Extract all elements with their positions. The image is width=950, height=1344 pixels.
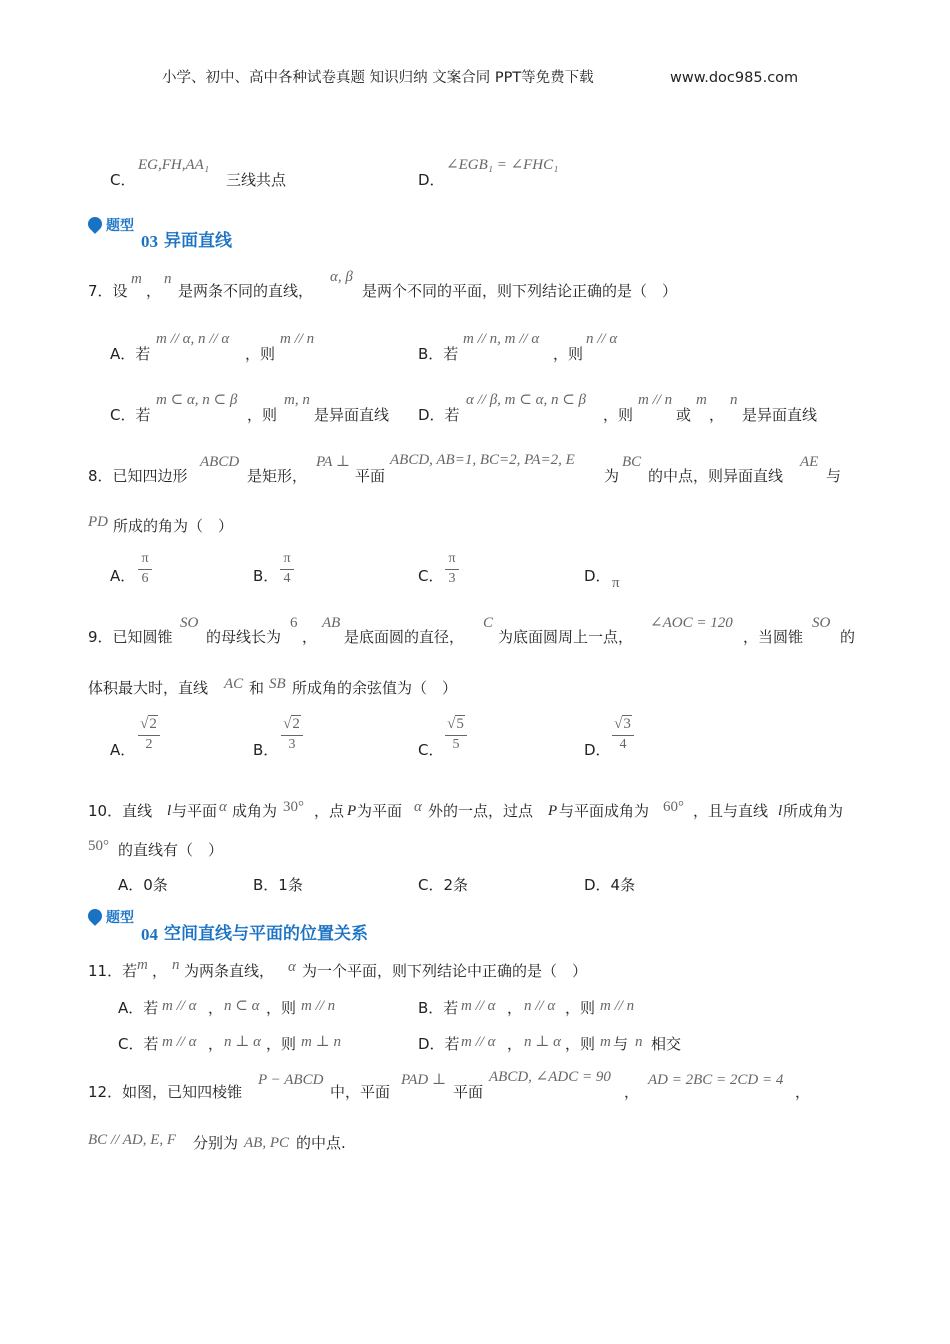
q10-option-b: B．1条: [253, 876, 303, 894]
q8-line2: 所成的角为（ ）: [113, 517, 234, 535]
q10-text2: 成角为: [232, 802, 278, 820]
q6-option-d-math: ∠EGB₁ = ∠FHC₁: [446, 157, 559, 173]
q10-p1: P: [347, 803, 357, 819]
q11-n: n: [172, 957, 180, 973]
q11-d-label: D．若: [418, 1035, 460, 1053]
q9-line2-a: 体积最大时，直线: [88, 679, 209, 697]
q11-d-then: ，则: [565, 1035, 596, 1053]
q9-d-fraction: √3 4: [612, 716, 634, 753]
q7-d-result: m // n: [638, 392, 673, 408]
q8-a-label: A．: [110, 567, 136, 585]
q10-l2: l: [778, 803, 783, 819]
q9-math1: SO: [180, 615, 199, 631]
q6-option-d-label: D．: [418, 171, 445, 189]
q11-d-sep: ，: [507, 1035, 523, 1053]
q12-math2: PAD ⊥: [401, 1072, 447, 1088]
q7-c-cond: m ⊂ α, n ⊂ β: [156, 392, 238, 408]
q8-c-fraction: π 3: [445, 552, 459, 586]
q11-alpha: α: [288, 959, 296, 975]
q8-math4: BC: [622, 454, 642, 470]
q11-c-result: m ⊥ n: [301, 1034, 341, 1050]
q8-d-label: D．: [584, 567, 611, 585]
q12-text2: 平面: [453, 1083, 484, 1101]
q9-text6: 的: [840, 628, 856, 646]
q7-alpha-beta: α, β: [330, 269, 353, 285]
q9-sb: SB: [269, 676, 286, 692]
q11-b-sep: ，: [507, 999, 523, 1017]
q11-m: m: [137, 957, 148, 973]
q9-c-fraction: √5 5: [445, 716, 467, 753]
section-pin-icon: [85, 214, 105, 234]
q9-text1: 的母线长为: [206, 628, 282, 646]
q10-p2: P: [548, 803, 558, 819]
q10-deg30: 30°: [283, 799, 304, 815]
q8-math3: ABCD, AB=1, BC=2, PA=2, E: [390, 452, 575, 468]
q10-text4: 为平面: [357, 802, 403, 820]
q7-a-result: m // n: [280, 331, 315, 347]
q9-math3: AB: [322, 615, 341, 631]
q10-text3: ，点: [314, 802, 345, 820]
q10-option-a: A．0条: [118, 876, 168, 894]
q10-line2: 的直线有（ ）: [118, 841, 224, 859]
q7-d-m: m: [696, 392, 707, 408]
q7-stem-start: 7．设: [88, 282, 128, 300]
section-title-2: 空间直线与平面的位置关系: [164, 924, 368, 944]
q11-d-text: 相交: [651, 1035, 682, 1053]
q10-deg50: 50°: [88, 838, 109, 854]
q11-a-result: m // n: [301, 998, 336, 1014]
q10-text5: 外的一点，过点: [428, 802, 534, 820]
q8-a-fraction: π 6: [138, 552, 152, 586]
page-header-text: 小学、初中、高中各种试卷真题 知识归纳 文案合同 PPT等免费下载: [162, 70, 594, 86]
q6-option-c-text: 三线共点: [226, 171, 287, 189]
q7-c-result: m, n: [284, 392, 310, 408]
section-title: 异面直线: [164, 231, 232, 251]
q7-m: m: [131, 271, 142, 287]
q11-c-then: ，则: [266, 1035, 297, 1053]
q10-text6: 与平面成角为: [559, 802, 650, 820]
q9-math4: C: [483, 615, 494, 631]
q10-alpha2: α: [414, 799, 422, 815]
section-number-2: 04: [141, 925, 158, 944]
q11-c-label: C．若: [118, 1035, 159, 1053]
q11-a-then: ，则: [266, 999, 297, 1017]
q9-d-label: D．: [584, 741, 611, 759]
q7-d-or: 或: [676, 406, 692, 424]
q11-d-n: n: [635, 1034, 643, 1050]
q11-d-m: m: [600, 1034, 611, 1050]
section-tag: 题型: [106, 218, 134, 234]
q7-a-cond: m // α, n // α: [156, 331, 230, 347]
q7-c-text: 是异面直线: [314, 406, 390, 424]
q12-math4: AD = 2BC = 2CD = 4: [648, 1072, 784, 1088]
q10-text8: 所成角为: [783, 802, 844, 820]
q10-deg60: 60°: [663, 799, 684, 815]
q10-stem-start: 10．直线: [88, 802, 153, 820]
q8-stem-start: 8．已知四边形: [88, 467, 188, 485]
q12-text3: ，: [624, 1083, 640, 1101]
q9-text4: 为底面圆周上一点，: [498, 628, 634, 646]
q10-option-d: D．4条: [584, 876, 636, 894]
q7-b-cond: m // n, m // α: [463, 331, 540, 347]
q7-d-sep: ，: [709, 406, 725, 424]
q11-a-sep: ，: [208, 999, 224, 1017]
q12-stem-start: 12．如图，已知四棱锥: [88, 1083, 243, 1101]
q11-c-sep: ，: [208, 1035, 224, 1053]
q11-d-with: 与: [613, 1035, 629, 1053]
q10-text7: ，且与直线: [693, 802, 769, 820]
q8-math2: PA ⊥: [316, 454, 350, 470]
q7-text1: 是两条不同的直线，: [178, 282, 314, 300]
q11-a-cond1: m // α: [162, 998, 197, 1014]
q11-d-cond2: n ⊥ α: [524, 1034, 561, 1050]
q7-c-then: ，则: [247, 406, 278, 424]
q8-text5: 与: [826, 467, 842, 485]
q10-alpha1: α: [219, 799, 227, 815]
q12-math1: P − ABCD: [258, 1072, 324, 1088]
q9-line2-b: 和: [249, 679, 265, 697]
q11-text2: 为一个平面，则下列结论中正确的是（ ）: [302, 962, 588, 980]
q7-d-cond: α // β, m ⊂ α, n ⊂ β: [466, 392, 586, 408]
q6-option-c-label: C．: [110, 171, 136, 189]
q9-line2-c: 所成角的余弦值为（ ）: [292, 679, 458, 697]
q8-math5: AE: [800, 454, 819, 470]
q7-text2: 是两个不同的平面，则下列结论正确的是（ ）: [362, 282, 678, 300]
q10-option-c: C．2条: [418, 876, 469, 894]
q9-math2: 6: [290, 615, 298, 631]
q11-b-result: m // n: [600, 998, 635, 1014]
q8-text2: 平面: [355, 467, 386, 485]
q11-stem-start: 11．若: [88, 962, 138, 980]
section-tag-2: 题型: [106, 910, 134, 926]
q12-line2-math1: BC // AD, E, F: [88, 1132, 177, 1148]
q11-b-cond1: m // α: [461, 998, 496, 1014]
q8-b-fraction: π 4: [280, 552, 294, 586]
q9-ac: AC: [224, 676, 244, 692]
q7-d-n: n: [730, 392, 738, 408]
q7-c-label: C．若: [110, 406, 151, 424]
q7-d-then: ，则: [603, 406, 634, 424]
q9-a-label: A．: [110, 741, 136, 759]
q11-a-cond2: n ⊂ α: [224, 998, 260, 1014]
q12-line2-math2: AB, PC: [244, 1135, 289, 1151]
q12-math3: ABCD, ∠ADC = 90: [489, 1069, 611, 1085]
section-number: 03: [141, 232, 158, 251]
q8-c-label: C．: [418, 567, 444, 585]
q8-d-value: π: [612, 575, 620, 591]
q9-math6: SO: [812, 615, 831, 631]
q7-b-result: n // α: [586, 331, 618, 347]
q9-c-label: C．: [418, 741, 444, 759]
q9-b-label: B．: [253, 741, 279, 759]
section-pin-icon-2: [85, 906, 105, 926]
q11-d-cond1: m // α: [461, 1034, 496, 1050]
q11-c-cond1: m // α: [162, 1034, 197, 1050]
q7-a-label: A．若: [110, 345, 151, 363]
q7-b-then: ，则: [553, 345, 584, 363]
q9-math5: ∠AOC = 120: [650, 615, 733, 631]
page-header-url[interactable]: www.doc985.com: [670, 70, 799, 86]
q9-text5: ，当圆锥: [743, 628, 804, 646]
q9-text2: ，: [302, 628, 318, 646]
q12-line2-a: 分别为: [193, 1134, 239, 1152]
q10-text1: 与平面: [172, 802, 218, 820]
q6-option-c-math: EG,FH,AA₁: [138, 157, 210, 173]
q11-c-cond2: n ⊥ α: [224, 1034, 261, 1050]
q7-d-text: 是异面直线: [742, 406, 818, 424]
q10-l: l: [167, 803, 172, 819]
q9-text3: 是底面圆的直径，: [344, 628, 465, 646]
q9-b-fraction: √2 3: [281, 716, 303, 753]
q11-b-cond2: n // α: [524, 998, 556, 1014]
q8-math1: ABCD: [200, 454, 240, 470]
q8-b-label: B．: [253, 567, 279, 585]
q12-line2-b: 的中点.: [296, 1134, 346, 1152]
q9-stem-start: 9．已知圆锥: [88, 628, 173, 646]
q7-d-label: D．若: [418, 406, 460, 424]
q8-text3: 为: [604, 467, 620, 485]
q12-text4: ，: [795, 1083, 811, 1101]
q11-b-then: ，则: [565, 999, 596, 1017]
q7-b-label: B．若: [418, 345, 459, 363]
q8-text1: 是矩形，: [247, 467, 308, 485]
q12-text1: 中，平面: [330, 1083, 391, 1101]
q11-text1: 为两条直线，: [184, 962, 275, 980]
q7-sep: ，: [146, 282, 162, 300]
q11-a-label: A．若: [118, 999, 159, 1017]
q11-sep: ，: [152, 962, 168, 980]
q11-b-label: B．若: [418, 999, 459, 1017]
q7-a-then: ，则: [245, 345, 276, 363]
q9-a-fraction: √2 2: [138, 716, 160, 753]
q8-pd: PD: [88, 514, 108, 530]
q7-n: n: [164, 271, 172, 287]
q8-text4: 的中点，则异面直线: [648, 467, 784, 485]
